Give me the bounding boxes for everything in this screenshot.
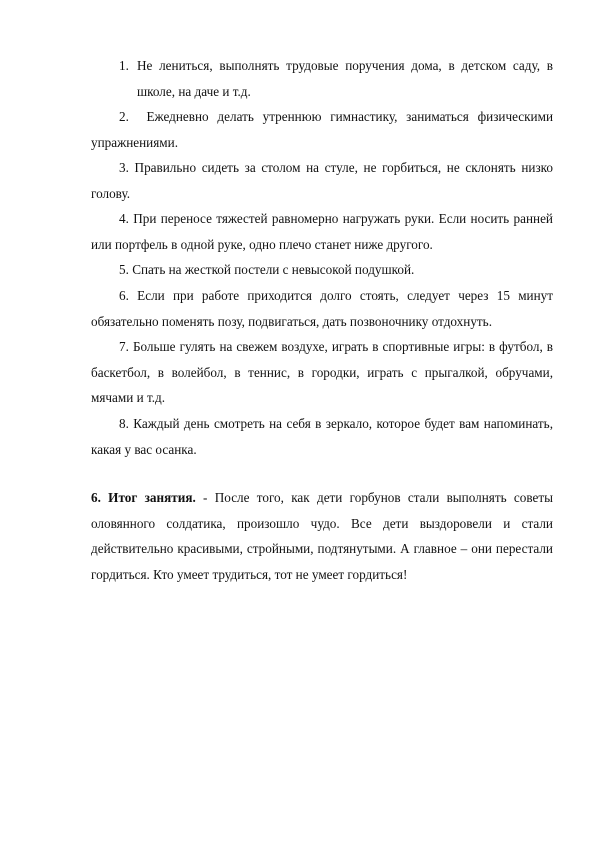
list-item-number: 8. bbox=[119, 416, 129, 431]
list-item-number: 3. bbox=[119, 160, 129, 175]
list-item-number: 5. bbox=[119, 262, 129, 277]
lesson-summary bbox=[91, 485, 553, 587]
list-item-7 bbox=[91, 334, 553, 411]
list-item-1 bbox=[119, 53, 553, 104]
list-item-number: 6. bbox=[119, 288, 129, 303]
list-item-8 bbox=[91, 411, 553, 462]
list-item-text: Если при работе приходится долго стоять, следует через 15 минут обязательно поменять позу, подвигаться, дать позвоночнику отдохнуть. bbox=[91, 288, 554, 329]
list-item-text: Правильно сидеть за столом на стуле, не горбиться, не склонять низко голову. bbox=[91, 160, 553, 201]
list-item-text: Ежедневно делать утреннюю гимнастику, заниматься физическими упражнениями. bbox=[91, 109, 554, 150]
list-item-number: 4. bbox=[119, 211, 129, 226]
list-item-5 bbox=[91, 257, 553, 283]
list-item-text: Спать на жесткой постели с невысокой подушкой. bbox=[132, 262, 415, 277]
list-item-2 bbox=[91, 104, 553, 155]
list-item-6 bbox=[91, 283, 553, 334]
list-item-text: Больше гулять на свежем воздухе, играть в спортивные игры: в футбол, в баскетбол, в волейбол, в теннис, в городки, играть с прыгалкой, обручами, мячами и т.д. bbox=[91, 339, 554, 406]
list-item-text: Каждый день смотреть на себя в зеркало, которое будет вам напоминать, какая у вас осанка. bbox=[91, 416, 553, 457]
summary-heading: 6. Итог занятия. bbox=[91, 490, 196, 505]
list-item-4 bbox=[91, 206, 553, 257]
list-item-text: Не лениться, выполнять трудовые поручения дома, в детском саду, в школе, на даче и т.д. bbox=[137, 58, 553, 99]
summary-text: - После того, как дети горбунов стали выполнять советы оловянного солдатика, произошло чудо. Все дети выздоровели и стали действительно красивыми, стройными, подтянутыми. А главное – они перестали гордиться. Кто умеет трудиться, тот не умеет гордиться! bbox=[91, 490, 553, 582]
list-item-number: 2. bbox=[119, 109, 129, 124]
list-item-number: 1. bbox=[119, 58, 129, 73]
list-item-3 bbox=[91, 155, 553, 206]
list-item-number: 7. bbox=[119, 339, 129, 354]
list-item-text: При переносе тяжестей равномерно нагружать руки. Если носить ранней или портфель в одной руке, одно плечо станет ниже другого. bbox=[91, 211, 553, 252]
